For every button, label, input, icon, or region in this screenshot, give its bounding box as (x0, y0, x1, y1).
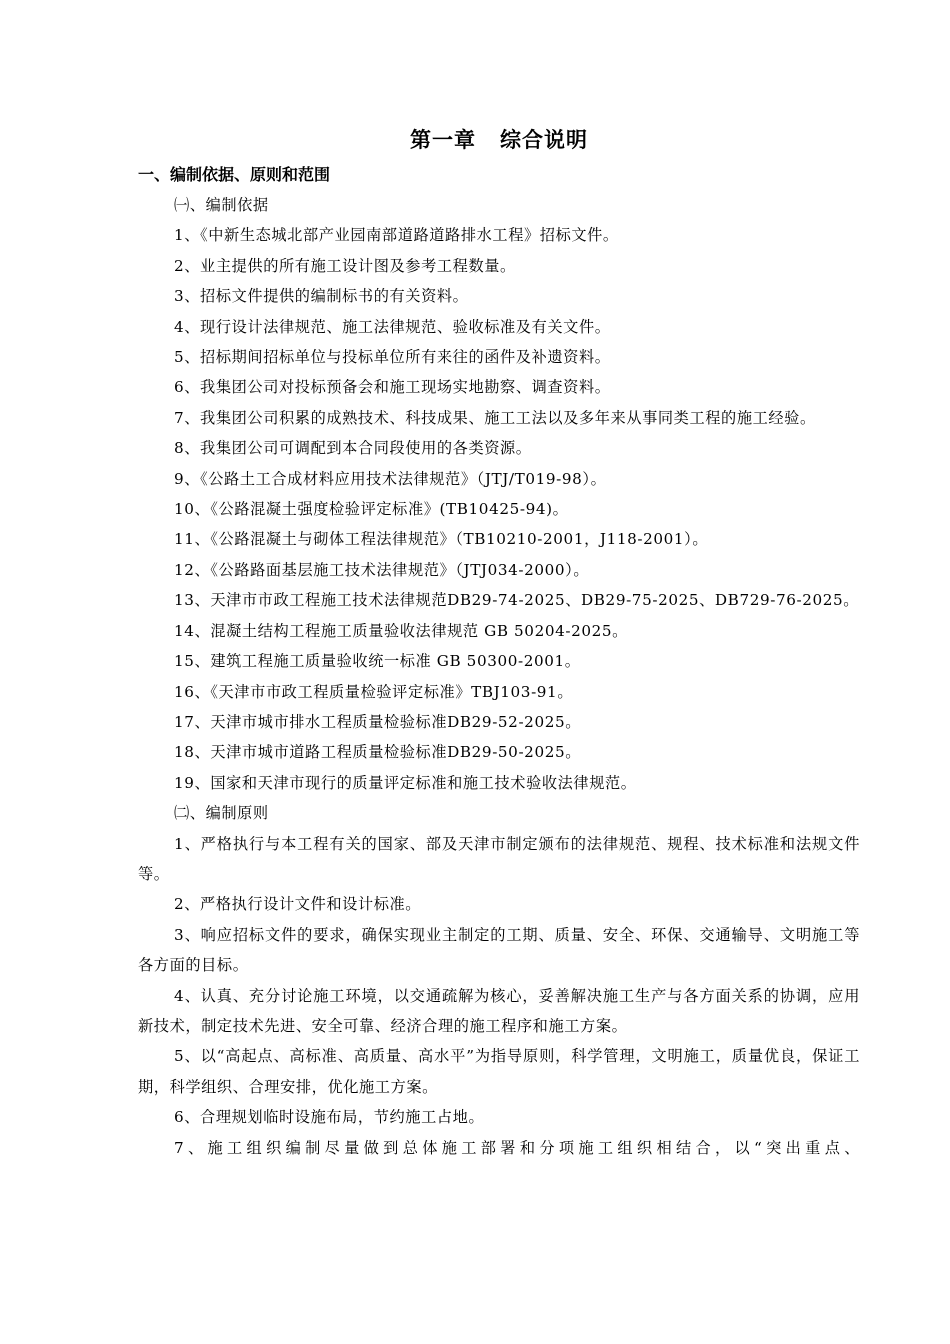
basis-item-19: 19、国家和天津市现行的质量评定标准和施工技术验收法律规范。 (174, 773, 637, 792)
basis-item-3: 3、招标文件提供的编制标书的有关资料。 (174, 287, 469, 306)
basis-item-18: 18、天津市城市道路工程质量检验标准DB29-50-2025。 (174, 743, 582, 762)
principle-item-5: 5、以“高起点、高标准、高质量、高水平”为指导原则，科学管理，文明施工，质量优良，保证工期，科学组织、合理安排，优化施工方案。 (138, 1047, 860, 1096)
basis-item-14: 14、混凝土结构工程施工质量验收法律规范 GB 50204-2025。 (174, 621, 628, 640)
basis-item-17: 17、天津市城市排水工程质量检验标准DB29-52-2025。 (174, 712, 582, 731)
basis-item-7: 7、我集团公司积累的成熟技术、科技成果、施工工法以及多年来从事同类工程的施工经验。 (174, 408, 816, 427)
basis-item-12: 12、《公路路面基层施工技术法律规范》（JTJ034-2000）。 (174, 560, 590, 579)
basis-item-15: 15、建筑工程施工质量验收统一标准 GB 50300-2001。 (174, 652, 581, 671)
basis-item-10: 10、《公路混凝土强度检验评定标准》(TB10425-94)。 (174, 500, 569, 519)
principles-subheading: ㈡、编制原则 (174, 804, 269, 823)
principle-item-2: 2、严格执行设计文件和设计标准。 (174, 895, 422, 914)
basis-item-13: 13、天津市市政工程施工技术法律规范DB29-74-2025、DB29-75-2025、DB729-76-2025。 (174, 591, 860, 610)
chapter-label: 第一章 (410, 128, 476, 152)
document-page (138, 120, 860, 1163)
principle-item-4: 4、认真、充分讨论施工环境，以交通疏解为核心，妥善解决施工生产与各方面关系的协调，应用新技术，制定技术先进、安全可靠、经济合理的施工程序和施工方案。 (138, 986, 860, 1035)
basis-item-11: 11、《公路混凝土与砌体工程法律规范》（TB10210-2001，J118-2001）。 (174, 530, 709, 549)
principle-item-1: 1、严格执行与本工程有关的国家、部及天津市制定颁布的法律规范、规程、技术标准和法规文件等。 (138, 834, 860, 883)
chapter-title (138, 120, 860, 160)
basis-item-2: 2、业主提供的所有施工设计图及参考工程数量。 (174, 256, 516, 275)
basis-item-16: 16、《天津市市政工程质量检验评定标准》TBJ103-91。 (174, 682, 574, 701)
basis-item-4: 4、现行设计法律规范、施工法律规范、验收标准及有关文件。 (174, 317, 611, 336)
principle-item-7: 7、施工组织编制尽量做到总体施工部署和分项施工组织相结合，以“突出重点、 (174, 1138, 860, 1157)
basis-item-1: 1、《中新生态城北部产业园南部道路道路排水工程》招标文件。 (174, 226, 619, 245)
principle-item-3: 3、响应招标文件的要求，确保实现业主制定的工期、质量、安全、环保、交通输导、文明施工等各方面的目标。 (138, 925, 860, 975)
chapter-name: 综合说明 (500, 128, 588, 152)
basis-item-5: 5、招标期间招标单位与投标单位所有来往的函件及补遗资料。 (174, 348, 611, 367)
principle-item-6: 6、合理规划临时设施布局，节约施工占地。 (174, 1108, 485, 1127)
basis-subheading: ㈠、编制依据 (174, 196, 269, 214)
section-heading: 一、编制依据、原则和范围 (138, 165, 331, 184)
basis-item-9: 9、《公路土工合成材料应用技术法律规范》（JTJ/T019-98）。 (174, 469, 607, 488)
basis-item-6: 6、我集团公司对投标预备会和施工现场实地勘察、调查资料。 (174, 378, 611, 397)
basis-item-8: 8、我集团公司可调配到本合同段使用的各类资源。 (174, 439, 532, 458)
